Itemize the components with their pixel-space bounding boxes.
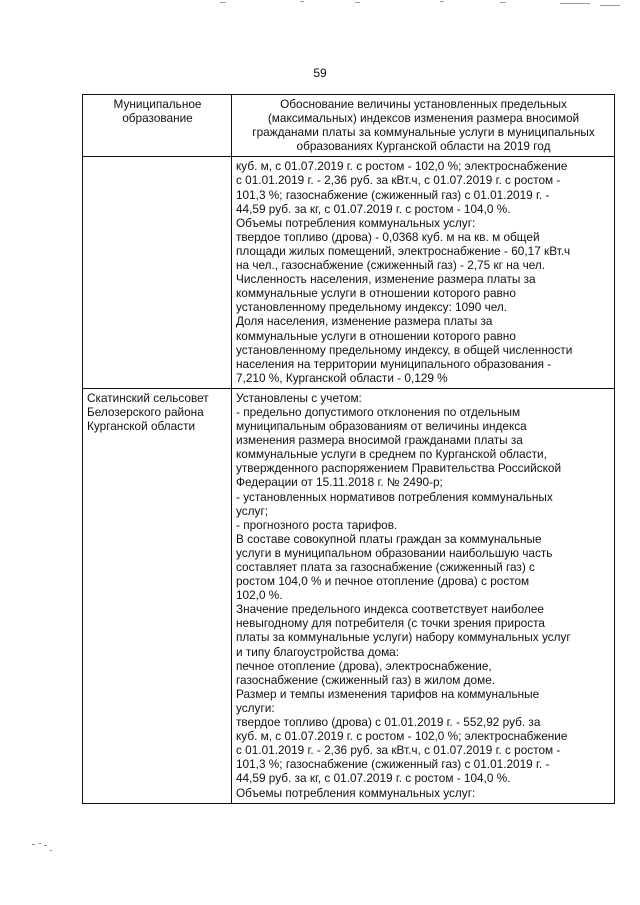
scan-artifacts-top [0, 0, 640, 20]
municipality-cell [83, 157, 232, 389]
table-row [83, 157, 615, 389]
table-header-row [83, 95, 615, 157]
scan-artifacts-bottom [30, 838, 70, 858]
justification-cell: Установлены с учетом: - предельно допустимого отклонения по отдельным муниципальным образованиям от величины индекса изменения размера вносимой гражданами платы за коммунальные услуги в среднем по Курганской области, утвержденного распоряжением Правительства Российской Федерации от 15.11.2018 г. № 2490-р; - установленных нормативов потребления коммунальных услуг; - прогнозного роста тарифов. В составе совокупной платы граждан за коммунальные услуги в муниципальном образовании наибольшую часть составляет плата за газоснабжение (сжиженный газ) с ростом 104,0 % и печное отопление (дрова) с ростом 102,0 %. Значение предельного индекса соответствует наиболее невыгодному для потребителя (с точки зрения прироста платы за коммунальные услуги) набору коммунальных услуг и типу благоустройства дома: печное отопление (дрова), электроснабжение, газоснабжение (сжиженный газ) в жилом доме. Размер и темпы изменения тарифов на коммунальные услуги: твердое топливо (дрова) с 01.01.2019 г. - 552,92 руб. за куб. м, с 01.07.2019 г. с ростом - 102,0 %; электроснабжение с 01.01.2019 г. - 2,36 руб. за кВт.ч, с 01.07.2019 г. с ростом - 101,3 %; газоснабжение (сжиженный газ) с 01.01.2019 г. - 44,59 руб. за кг, с 01.07.2019 г. с ростом - 104,0 %. Объемы потребления коммунальных услуг: [232, 388, 615, 803]
justification-table [82, 94, 615, 804]
header-justification: Обоснование величины установленных предельных (максимальных) индексов изменения размера вносимой гражданами платы за коммунальные услуги в муниципальных образованиях Курганской области на 2019 год [232, 95, 615, 157]
table-row [83, 388, 615, 803]
page-number: 59 [313, 66, 327, 80]
justification-cell: куб. м, с 01.07.2019 г. с ростом - 102,0 %; электроснабжение с 01.01.2019 г. - 2,36 руб. за кВт.ч, с 01.07.2019 г. с ростом - 101,3 %; газоснабжение (сжиженный газ) с 01.01.2019 г. - 44,59 руб. за кг, с 01.07.2019 г. с ростом - 104,0 %. Объемы потребления коммунальных услуг: твердое топливо (дрова) - 0,0368 куб. м на кв. м общей площади жилых помещений, электроснабжение - 60,17 кВт.ч на чел., газоснабжение (сжиженный газ) - 2,75 кг на чел. Численность населения, изменение размера платы за коммунальные услуги в отношении которого равно установленному предельному индексу: 1090 чел. Доля населения, изменение размера платы за коммунальные услуги в отношении которого равно установленному предельному индексу, в общей численности населения на территории муниципального образования - 7,210 %, Курганской области - 0,129 % [232, 157, 615, 389]
header-municipality: Муниципальное образование [83, 95, 232, 157]
municipality-cell: Скатинский сельсовет Белозерского района Курганской области [83, 388, 232, 803]
